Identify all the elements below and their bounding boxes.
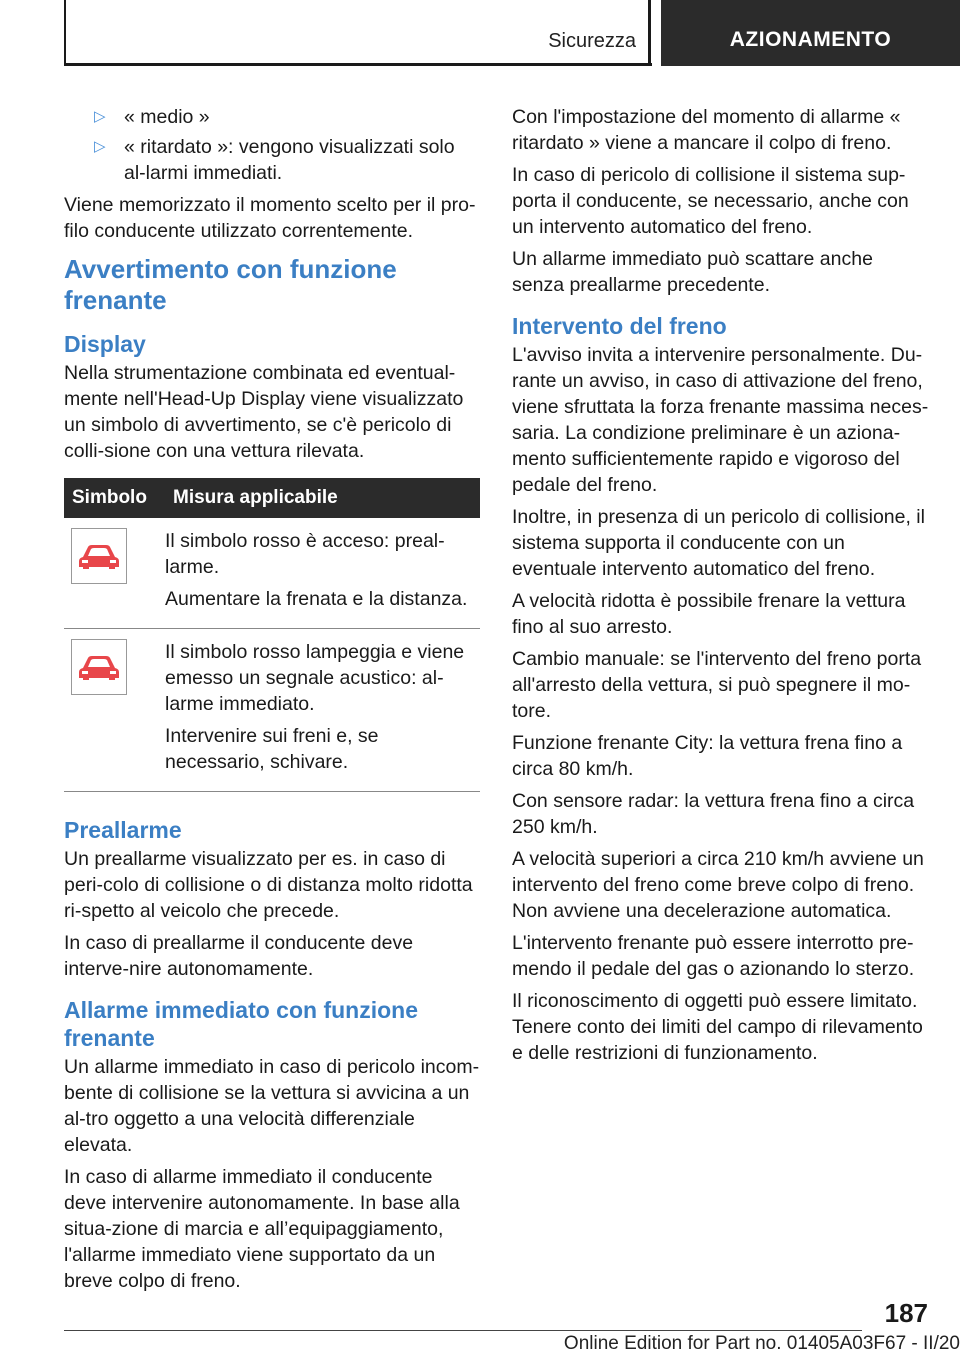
header-chapter-tab: AZIONAMENTO xyxy=(661,0,960,66)
footer-rule xyxy=(64,1330,862,1331)
paragraph: Il riconoscimento di oggetti può essere limitato. Tenere conto dei limiti del campo di rilevamento e delle restrizioni di funzionamento. xyxy=(512,990,923,1064)
symbol-table xyxy=(64,478,480,792)
paragraph: Cambio manuale: se l'intervento del freno porta all'arresto della vettura, si può spegnere il mo-tore. xyxy=(512,648,922,722)
car-warning-icon xyxy=(71,528,127,584)
header-section-title: Sicurezza xyxy=(548,30,636,52)
paragraph: Un allarme immediato può scattare anche senza preallarme precedente. xyxy=(512,248,873,296)
list-item: ▷ « ritardato »: vengono visualizzati solo al-larmi immediati. xyxy=(94,136,455,184)
footer-edition: Online Edition for Part no. 01405A03F67 - II/20 xyxy=(563,1333,960,1354)
list-item: ▷ « medio » xyxy=(94,106,210,128)
header-rule-left xyxy=(64,0,66,66)
paragraph: Inoltre, in presenza di un pericolo di collisione, il sistema supporta il conducente con un eventuale intervento automatico del freno. xyxy=(512,506,925,580)
table-cell-text: Il simbolo rosso è acceso: preal-larme. xyxy=(165,530,445,578)
table-cell-text: Aumentare la frenata e la distanza. xyxy=(165,588,468,610)
paragraph: A velocità superiori a circa 210 km/h avviene un intervento del freno come breve colpo di freno. Non avviene una decelerazione automatica. xyxy=(512,848,924,922)
paragraph: A velocità ridotta è possibile frenare la vettura fino al suo arresto. xyxy=(512,590,906,638)
option-list xyxy=(64,104,480,186)
paragraph: Un allarme immediato in caso di pericolo incom-bente di collisione se la vettura si avvicina a un al-tro oggetto a una velocità differenziale elevata. xyxy=(64,1056,480,1156)
paragraph: In caso di pericolo di collisione il sistema sup-porta il conducente, se necessario, anche con un intervento automatico del freno. xyxy=(512,164,909,238)
table-header-measure: Misura applicabile xyxy=(165,478,480,518)
paragraph: Nella strumentazione combinata ed eventual-mente nell'Head-Up Display viene visualizzato un simbolo di avvertimento, se c'è pericolo di colli-sione con una vettura rilevata. xyxy=(64,362,464,462)
subsection-heading: Preallarme xyxy=(64,817,182,843)
table-row xyxy=(64,518,480,629)
paragraph: L'avviso invita a intervenire personalmente. Du-rante un avviso, in caso di attivazione del freno, viene sfruttata la forza frenante massima neces-saria. La condizione preliminare è un aziona-mento sufficientemente rapido e vigoroso del pedale del freno. xyxy=(512,344,929,496)
table-cell-text: Il simbolo rosso lampeggia e viene emesso un segnale acustico: al-larme immediato. xyxy=(165,641,465,715)
left-column xyxy=(64,104,480,1300)
table-cell-text: Intervenire sui freni e, se necessario, schivare. xyxy=(165,725,379,773)
right-column xyxy=(512,104,930,1072)
car-warning-icon xyxy=(71,639,127,695)
paragraph: Con sensore radar: la vettura frena fino a circa 250 km/h. xyxy=(512,790,915,838)
triangle-bullet-icon: ▷ xyxy=(94,138,106,155)
paragraph: Funzione frenante City: la vettura frena fino a circa 80 km/h. xyxy=(512,732,903,780)
subsection-heading: Intervento del freno xyxy=(512,313,727,339)
subsection-heading: Display xyxy=(64,331,146,357)
page-number: 187 xyxy=(884,1298,928,1328)
header-rule-divider xyxy=(648,0,651,66)
triangle-bullet-icon: ▷ xyxy=(94,108,106,125)
paragraph: In caso di preallarme il conducente deve interve-nire autonomamente. xyxy=(64,932,414,980)
paragraph: In caso di allarme immediato il conducente deve intervenire autonomamente. In base alla situa-zione di marcia e all’equipaggiamento, l'allarme immediato viene supportato da un breve colpo di freno. xyxy=(64,1166,460,1292)
paragraph: Viene memorizzato il momento scelto per il pro-filo conducente utilizzato correntemente. xyxy=(64,194,476,242)
paragraph: Un preallarme visualizzato per es. in caso di peri-colo di collisione o di distanza molto ridotta ri-spetto al veicolo che precede. xyxy=(64,848,473,922)
paragraph: L'intervento frenante può essere interrotto pre-mendo il pedale del gas o azionando lo sterzo. xyxy=(512,932,915,980)
section-heading: Avvertimento con funzione frenante xyxy=(64,254,397,315)
table-header-symbol: Simbolo xyxy=(64,478,165,518)
paragraph: Con l'impostazione del momento di allarme « ritardato » viene a mancare il colpo di freno. xyxy=(512,106,901,154)
table-row xyxy=(64,629,480,792)
subsection-heading: Allarme immediato con funzione frenante xyxy=(64,997,418,1051)
header-rule-bottom xyxy=(64,63,652,66)
